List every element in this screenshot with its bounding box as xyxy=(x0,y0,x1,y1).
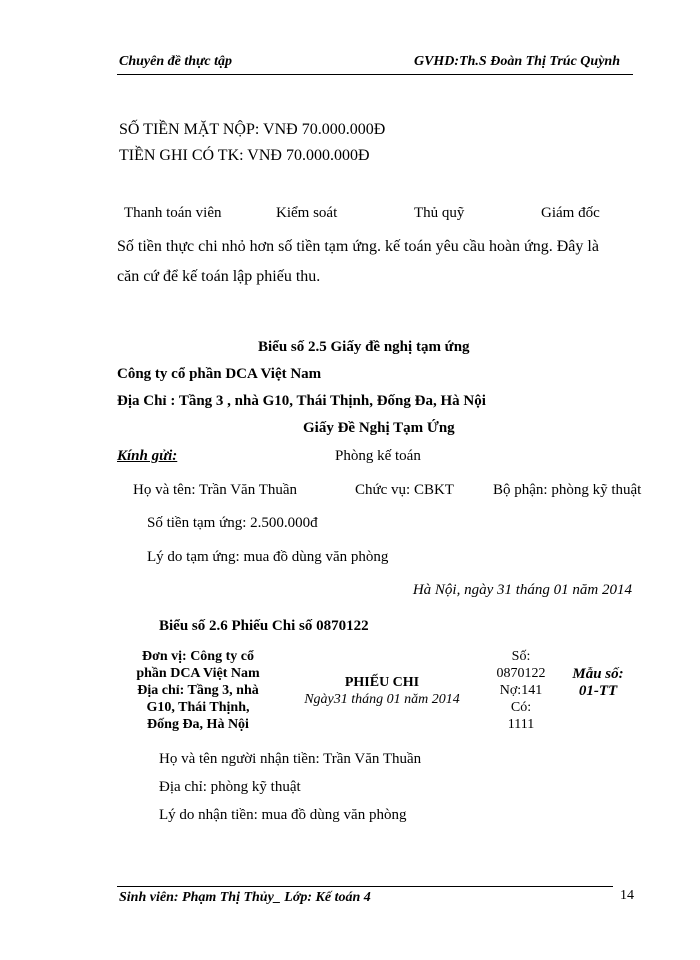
signature-payment-officer: Thanh toán viên xyxy=(124,205,222,221)
footer-rule xyxy=(117,886,613,887)
voucher-unit-line: phần DCA Việt Nam xyxy=(136,666,260,681)
page-number: 14 xyxy=(620,888,634,903)
advance-request-title: Giấy Đề Nghị Tạm Ứng xyxy=(303,420,455,436)
advance-request-address: Địa Chỉ : Tầng 3 , nhà G10, Thái Thịnh, Đống Đa, Hà Nội xyxy=(117,393,486,409)
voucher-title-block xyxy=(287,674,477,708)
voucher-unit-line: G10, Thái Thịnh, xyxy=(146,700,250,715)
paragraph-line-1: Số tiền thực chi nhỏ hơn số tiền tạm ứng. kế toán yêu cầu hoàn ứng. Đây là xyxy=(117,238,599,255)
advance-request-company: Công ty cổ phần DCA Việt Nam xyxy=(117,366,322,382)
credit-account-line: TIỀN GHI CÓ TK: VNĐ 70.000.000Đ xyxy=(119,147,370,164)
voucher-number-line: Số: xyxy=(511,649,531,664)
voucher-unit-line: Đống Đa, Hà Nội xyxy=(147,717,249,732)
requester-department: Bộ phận: phòng kỹ thuật xyxy=(493,482,642,498)
signature-cashier: Thủ quỹ xyxy=(414,205,465,221)
voucher-number-line: 0870122 xyxy=(496,666,546,681)
voucher-reason: Lý do nhận tiền: mua đồ dùng văn phòng xyxy=(159,807,407,823)
voucher-date: Ngày31 tháng 01 năm 2014 xyxy=(304,692,460,707)
signature-controller: Kiểm soát xyxy=(276,205,338,221)
signature-director: Giám đốc xyxy=(541,205,600,221)
footer-student: Sinh viên: Phạm Thị Thủy_ Lớp: Kế toán 4 xyxy=(119,890,371,905)
voucher-address: Địa chỉ: phòng kỹ thuật xyxy=(159,779,301,795)
voucher-caption: Biểu số 2.6 Phiếu Chi số 0870122 xyxy=(159,618,369,634)
requester-name: Họ và tên: Trần Văn Thuần xyxy=(133,482,298,498)
advance-request-caption: Biểu số 2.5 Giấy đề nghị tạm ứng xyxy=(258,339,470,355)
header-right: GVHD:Th.S Đoàn Thị Trúc Quỳnh xyxy=(413,54,620,69)
voucher-form-block xyxy=(563,666,633,700)
voucher-number-line: Có: xyxy=(510,700,532,715)
voucher-title: PHIẾU CHI xyxy=(344,675,420,690)
voucher-form-line: 01-TT xyxy=(578,683,618,699)
cash-deposit-line: SỐ TIỀN MẶT NỘP: VNĐ 70.000.000Đ xyxy=(119,121,386,138)
voucher-unit-block xyxy=(113,648,283,733)
voucher-number-line: Nợ:141 xyxy=(499,683,543,698)
advance-date: Hà Nội, ngày 31 tháng 01 năm 2014 xyxy=(412,582,632,598)
voucher-receiver: Họ và tên người nhận tiền: Trần Văn Thuần xyxy=(159,751,422,767)
paragraph-line-2: căn cứ để kế toán lập phiếu thu. xyxy=(117,268,321,285)
voucher-unit-line: Địa chỉ: Tầng 3, nhà xyxy=(137,683,259,698)
advance-reason: Lý do tạm ứng: mua đồ dùng văn phòng xyxy=(147,549,389,565)
voucher-unit-line: Đơn vị: Công ty cổ xyxy=(142,649,254,664)
advance-amount: Số tiền tạm ứng: 2.500.000đ xyxy=(147,515,318,531)
header-rule xyxy=(117,74,633,75)
voucher-number-line: 1111 xyxy=(507,717,535,732)
requester-position: Chức vụ: CBKT xyxy=(355,482,454,498)
to-label: Kính gửi: xyxy=(117,448,178,464)
voucher-number-block xyxy=(489,648,553,733)
header-left: Chuyên đề thực tập xyxy=(119,54,233,69)
to-value: Phòng kế toán xyxy=(335,448,421,464)
voucher-form-line: Mẫu số: xyxy=(572,666,624,682)
